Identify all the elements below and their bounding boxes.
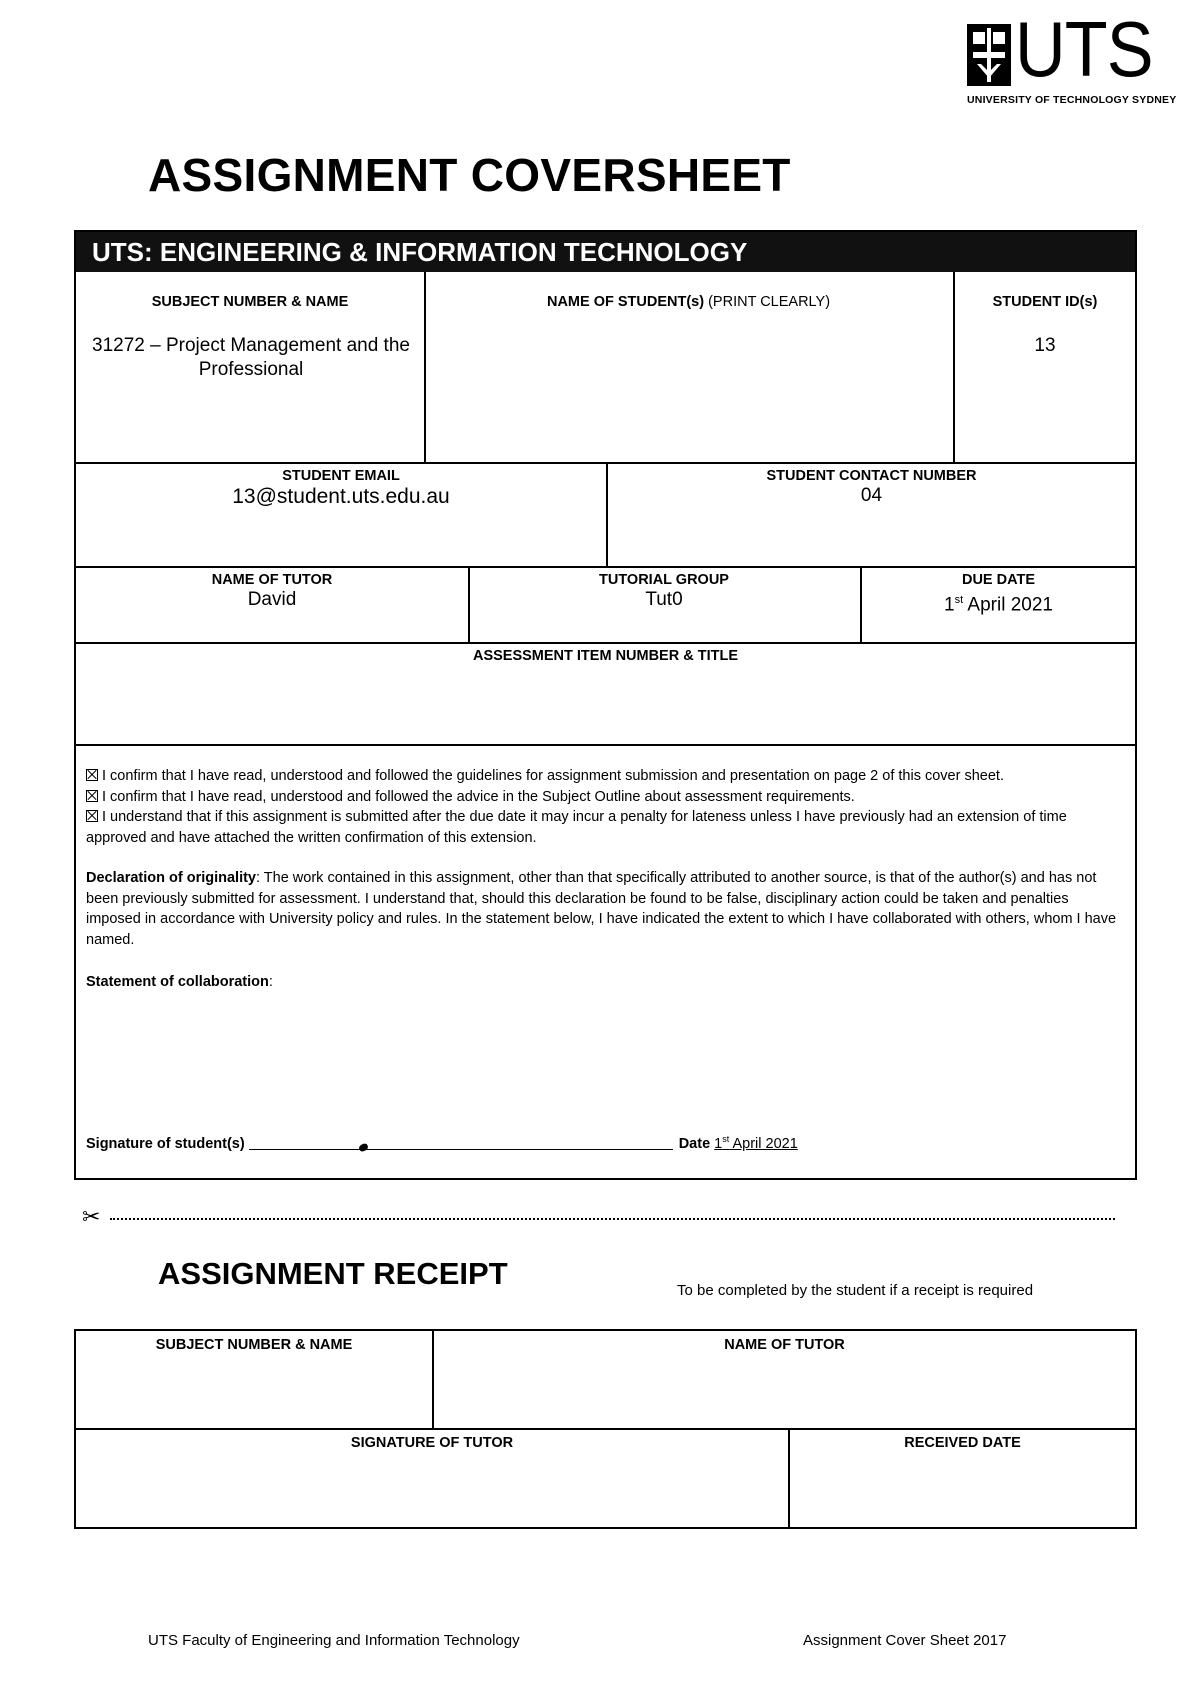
email-value[interactable]: 13@student.uts.edu.au — [232, 485, 450, 508]
footer-left: UTS Faculty of Engineering and Information Technology — [148, 1632, 520, 1649]
divider — [76, 566, 1135, 568]
declaration-of-originality — [86, 868, 1126, 950]
student-name-label: NAME OF STUDENT(s) (PRINT CLEARLY) — [546, 294, 831, 310]
faculty-band: UTS: ENGINEERING & INFORMATION TECHNOLOGY — [76, 232, 1135, 272]
receipt-title: ASSIGNMENT RECEIPT — [158, 1256, 508, 1291]
checkbox-checked-icon[interactable] — [86, 790, 98, 802]
cut-line — [110, 1218, 1115, 1220]
receipt-signature-label: SIGNATURE OF TUTOR — [350, 1435, 514, 1451]
logo-wordmark: UTS — [1015, 5, 1153, 93]
divider — [76, 1428, 1135, 1430]
contact-value[interactable]: 04 — [860, 485, 883, 506]
group-label: TUTORIAL GROUP — [599, 572, 729, 588]
email-label: STUDENT EMAIL — [282, 468, 400, 484]
receipt-form — [74, 1329, 1137, 1529]
signature-mark — [358, 1143, 369, 1153]
collaboration-statement: Statement of collaboration: — [86, 974, 273, 990]
coversheet-form — [74, 230, 1137, 1180]
declaration-text: : The work contained in this assignment, other than that specifically attributed to another source, is that of the author(s) and has not been previously submitted for assessment. I understand that, should this declaration be found to be false, disciplinary action could be taken and penalties imposed in accordance with University policy and rules. In the statement below, I have indicated the extent to which I have collaborated with others, whom I have named. — [86, 870, 1117, 948]
receipt-subject-label: SUBJECT NUMBER & NAME — [155, 1337, 353, 1353]
subject-value[interactable]: 31272 – Project Management and the Professional — [92, 335, 410, 380]
confirmation-item: I confirm that I have read, understood and followed the advice in the Subject Outline about assessment requirements. — [86, 787, 1126, 808]
signature-label: Signature of student(s) — [86, 1135, 245, 1152]
tutor-value[interactable]: David — [247, 589, 297, 610]
confirmation-item: I confirm that I have read, understood and followed the guidelines for assignment submission and presentation on page 2 of this cover sheet. — [86, 766, 1126, 787]
student-id-value[interactable]: 13 — [1034, 335, 1056, 356]
checkbox-checked-icon[interactable] — [86, 810, 98, 822]
tutor-label: NAME OF TUTOR — [211, 572, 333, 588]
date-label: Date — [678, 1135, 711, 1152]
subject-label: SUBJECT NUMBER & NAME — [151, 294, 349, 310]
group-value[interactable]: Tut0 — [645, 589, 683, 610]
signature-date[interactable]: 1st April 2021 — [714, 1134, 798, 1152]
confirmation-item: I understand that if this assignment is submitted after the due date it may incur a penalty for lateness unless I have previously had an extension of time approved and have attached the written confirmation of this extension. — [86, 809, 1067, 846]
uts-crest-icon — [967, 24, 1011, 86]
receipt-date-label: RECEIVED DATE — [904, 1435, 1021, 1451]
divider — [76, 744, 1135, 746]
student-id-label: STUDENT ID(s) — [992, 294, 1098, 310]
footer-right: Assignment Cover Sheet 2017 — [803, 1632, 1007, 1649]
divider — [76, 642, 1135, 644]
contact-label: STUDENT CONTACT NUMBER — [766, 468, 977, 484]
receipt-note: To be completed by the student if a receipt is required — [677, 1282, 1034, 1299]
page-title: ASSIGNMENT COVERSHEET — [148, 149, 791, 201]
signature-row — [86, 1134, 798, 1152]
receipt-tutor-label: NAME OF TUTOR — [724, 1337, 845, 1353]
due-date-label: DUE DATE — [961, 572, 1036, 588]
checkbox-checked-icon[interactable] — [86, 769, 98, 781]
logo-subtitle: UNIVERSITY OF TECHNOLOGY SYDNEY — [967, 94, 1177, 106]
confirmation-list — [86, 766, 1126, 848]
signature-field[interactable] — [249, 1135, 673, 1150]
assessment-label: ASSESSMENT ITEM NUMBER & TITLE — [472, 648, 739, 664]
scissors-icon: ✂ — [82, 1204, 101, 1229]
declaration-heading: Declaration of originality — [86, 870, 256, 886]
uts-logo — [967, 5, 1177, 110]
due-date-value[interactable]: 1st April 2021 — [944, 594, 1053, 616]
